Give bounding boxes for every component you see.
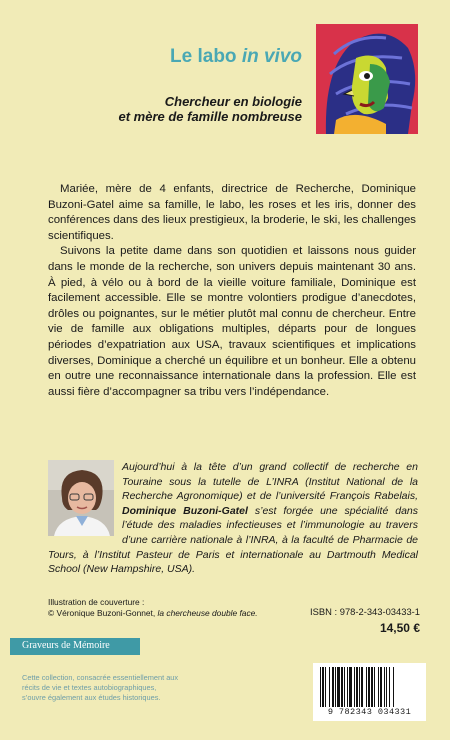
author-name: Dominique Buzoni-Gatel — [122, 504, 248, 517]
paragraph-1: Mariée, mère de 4 enfants, directrice de Recherche, Dominique Buzoni-Gatel aime sa famille, le labo, les roses et les iris, donner des conférences dans des lieux prestigieux, la broderie, le ski, les challenges scientifiques. — [48, 183, 416, 242]
credits-work-title: la chercheuse double face. — [157, 608, 258, 618]
title-plain: Le labo — [170, 46, 242, 67]
subtitle-line-1: Chercheur en biologie — [164, 94, 302, 109]
subtitle-line-2: et mère de famille nombreuse — [118, 109, 302, 124]
paragraph-2: Suivons la petite dame dans son quotidien et laissons nous guider dans le monde de la recherche, son univers depuis maintenant 30 ans. À pied, à vélo ou à bord de la vieille voiture familiale, Dominique est facilement accessible. Elle se montre volontiers prodigue d’anecdotes, drôles ou poignantes, sur le métier plutôt mal connu de chercheur. Entre vie de famille aux obligations multiples, départs pour de longues périodes d’expatriation aux USA, travaux scientifiques et implications diverses, Dominique a cherché un équilibre et un bonheur. Elle a obtenu en outre une reconnaissance internationale dans la profession. Elle est aussi fière d’accompagner sa tribu vers l’indépendance. — [48, 245, 416, 398]
author-bio — [48, 460, 418, 577]
illustration-credits — [48, 597, 298, 619]
credits-author: © Véronique Buzoni-Gonnet, — [48, 608, 158, 618]
bio-text-2: s’est forgée une spécialité dans l’étude des maladies infectieuses et l’immunologie au travers d’une carrière nationale à l’INRA, à la faculté de Pharmacie de Tours, à l’Institut Pasteur de Paris et internationale au Dartmouth Medical School (New Hampshire, USA). — [48, 504, 418, 576]
isbn: ISBN : 978-2-343-03433-1 — [310, 606, 420, 617]
series-name: Graveurs de Mémoire — [22, 640, 110, 651]
series-description: Cette collection, consacrée essentiellement aux récits de vie et textes autobiographiques, s’ouvre également aux études historiques. — [22, 673, 179, 702]
credits-line-1: Illustration de couverture : — [48, 597, 145, 607]
bio-text-1: Aujourd’hui à la tête d’un grand collectif de recherche en Touraine sous la tutelle de L’INRA (Institut National de la Recherche Agronomique) et de l’université François Rabelais, — [122, 461, 418, 503]
barcode — [313, 663, 426, 721]
book-subtitle — [90, 94, 302, 124]
title-italic: in vivo — [241, 46, 302, 67]
photo-spacer — [48, 460, 122, 544]
price: 14,50 € — [379, 621, 420, 635]
book-title — [112, 46, 302, 68]
cover-illustration — [316, 24, 418, 134]
barcode-digits: 9 782343 034331 — [327, 707, 412, 717]
back-cover-text — [48, 182, 416, 400]
barcode-bars — [318, 667, 421, 707]
credits-line-2 — [48, 608, 298, 619]
